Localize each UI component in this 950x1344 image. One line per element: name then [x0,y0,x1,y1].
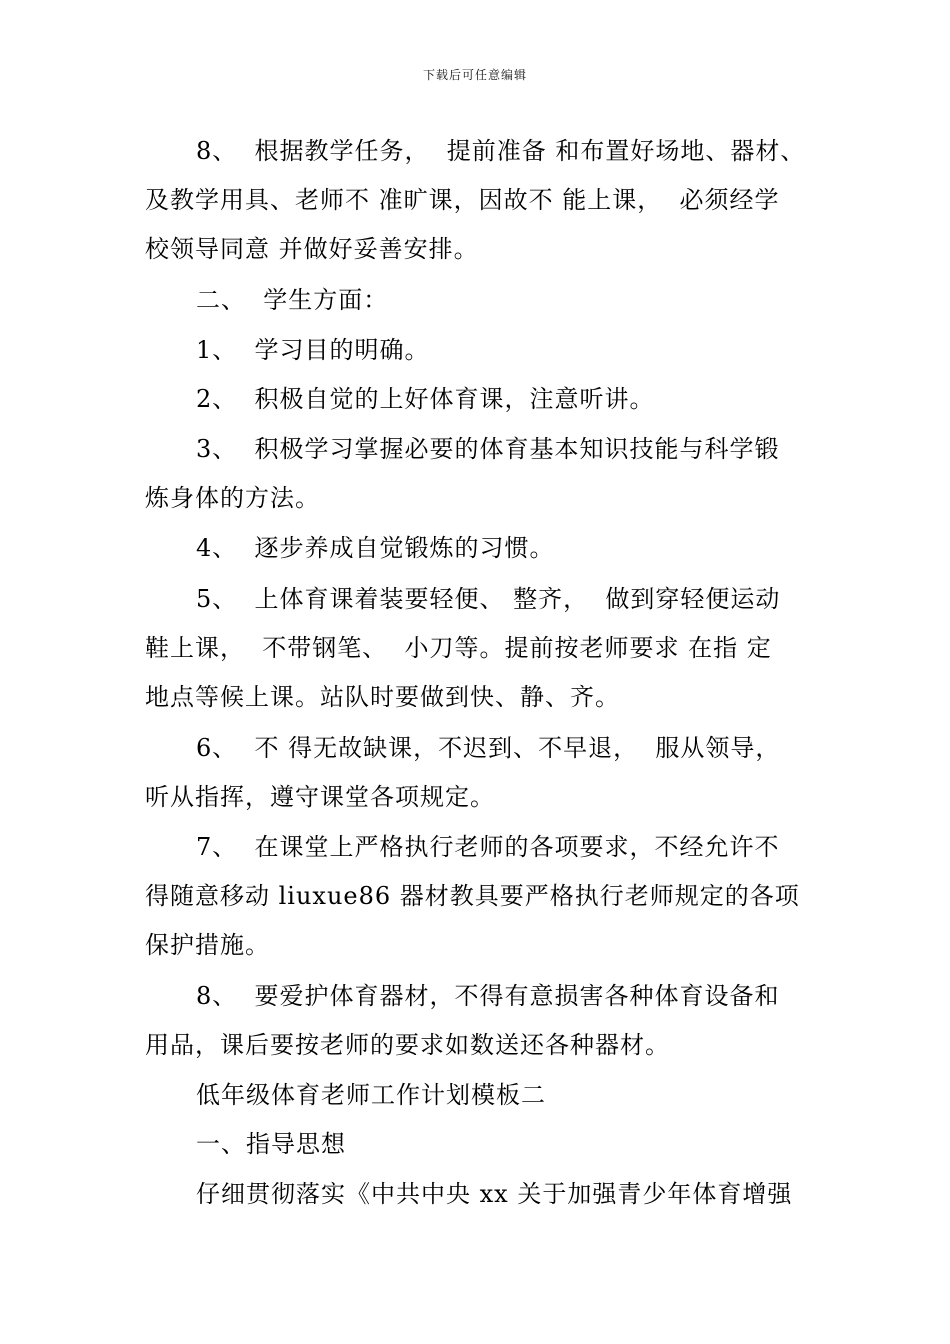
text-line: 6、 不 得无故缺课，不迟到、不早退， 服从领导， [196,734,781,762]
text-line: 7、 在课堂上严格执行老师的各项要求，不经允许不 [196,833,780,861]
text-line: 及教学用具、老师不 准旷课，因故不 能上课， 必须经学 [145,186,780,214]
text-line: 2、 积极自觉的上好体育课，注意听讲。 [196,385,655,413]
text-line: 8、 要爱护体育器材，不得有意损害各种体育设备和 [196,982,780,1010]
section-heading: 一、指导思想 [196,1130,346,1158]
text-line: 炼身体的方法。 [145,484,320,512]
text-line: 听从指挥，遵守课堂各项规定。 [145,783,495,811]
text-line: 得随意移动 liuxue86 器材教具要严格执行老师规定的各项 [145,882,800,910]
text-line: 5、 上体育课着装要轻便、 整齐， 做到穿轻便运动 [196,585,781,613]
text-line: 4、 逐步养成自觉锻炼的习惯。 [196,534,555,562]
text-line: 校领导同意 并做好妥善安排。 [145,235,479,263]
text-line: 3、 积极学习掌握必要的体育基本知识技能与科学锻 [196,435,780,463]
text-line: 保护措施。 [145,931,270,959]
text-line: 用品，课后要按老师的要求如数送还各种器材。 [145,1031,670,1059]
section-heading: 二、 学生方面： [196,286,389,314]
subtitle-heading: 低年级体育老师工作计划模板二 [196,1081,546,1109]
text-line: 鞋上课， 不带钢笔、 小刀等。提前按老师要求 在指 定 [145,634,772,662]
text-line: 仔细贯彻落实《中共中央 xx 关于加强青少年体育增强 [196,1180,793,1208]
text-line: 8、 根据教学任务， 提前准备 和布置好场地、器材、 [196,137,806,165]
text-line: 地点等候上课。站队时要做到快、静、齐。 [145,683,620,711]
text-line: 1、 学习目的明确。 [196,336,430,364]
page-header: 下载后可任意编辑 [422,68,527,82]
